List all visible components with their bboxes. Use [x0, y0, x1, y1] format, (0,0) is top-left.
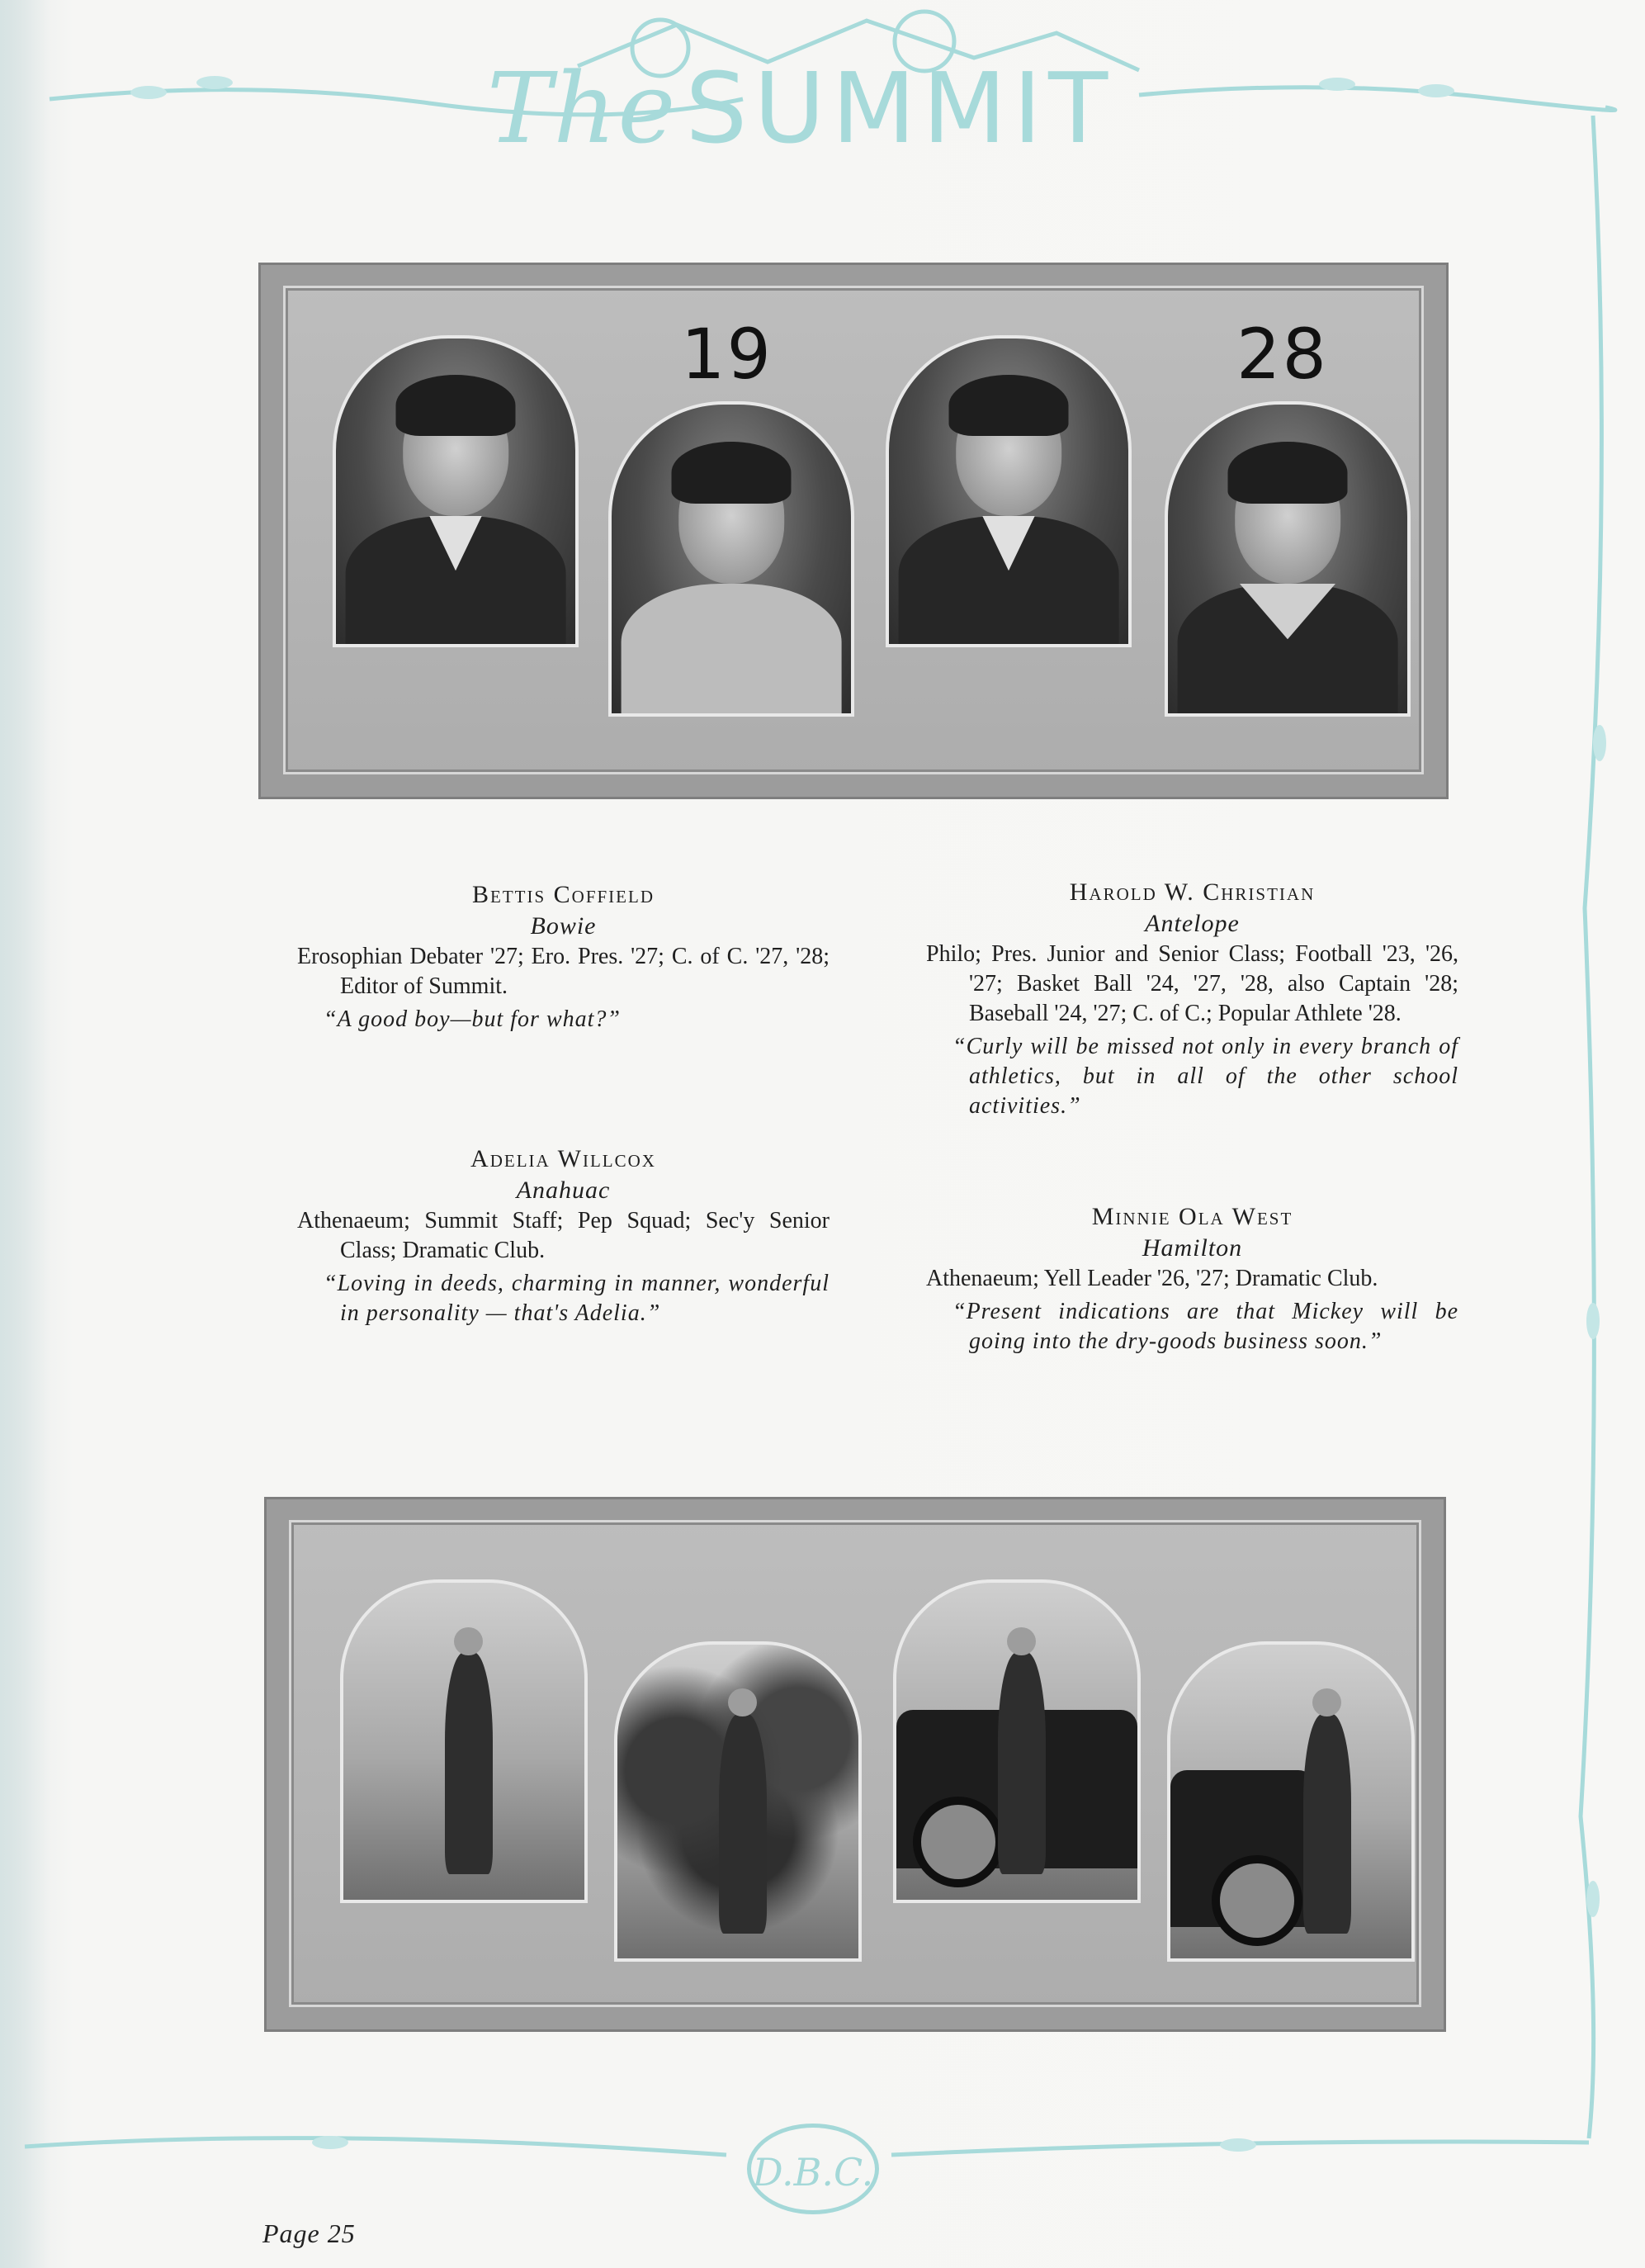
student-hometown: Hamilton [1142, 1234, 1243, 1262]
leaf [1586, 1881, 1600, 1917]
year-left: 19 [681, 314, 773, 395]
snapshot-woman-by-trees [614, 1641, 862, 1962]
student-hometown: Antelope [1145, 910, 1240, 937]
leaf [130, 86, 167, 99]
entry-adelia-willcox [297, 1143, 830, 1328]
student-name: Adelia Willcox [470, 1145, 656, 1172]
right-vine [1581, 116, 1601, 2138]
student-quote: “Present indications are that Mickey will be going into the dry-goods business soon.” [952, 1299, 1458, 1354]
leaf [1319, 78, 1355, 91]
student-hometown: Anahuac [516, 1177, 611, 1204]
student-activities: Erosophian Debater '27; Ero. Pres. '27; C. of C. '27, '28; Editor of Summit. [297, 944, 830, 999]
student-activities: Athenaeum; Summit Staff; Pep Squad; Sec'y Senior Class; Dramatic Club. [297, 1208, 830, 1263]
student-quote: “A good boy—but for what?” [324, 1006, 621, 1032]
entry-minnie-west [926, 1201, 1458, 1357]
portrait-panel [258, 263, 1449, 799]
portrait-adelia-willcox [608, 401, 854, 717]
student-name: Minnie Ola West [1091, 1203, 1293, 1230]
top-vine-right [1139, 88, 1615, 111]
snapshot-woman-by-car [1167, 1641, 1415, 1962]
student-quote: “Curly will be missed not only in every branch of athletics, but in all of the other school activities.” [952, 1034, 1458, 1119]
leaf [1418, 84, 1454, 97]
leaf [1586, 1303, 1600, 1339]
bottom-vine-left [25, 2138, 726, 2155]
entry-bettis-coffield [297, 879, 830, 1035]
dbc-logo: D.B.C. [747, 2124, 879, 2214]
student-quote: “Loving in deeds, charming in manner, wonderful in personality — that's Adelia.” [324, 1271, 830, 1326]
leaf [196, 76, 233, 89]
masthead-summit: SUMMIT [685, 51, 1115, 165]
portrait-harold-christian [886, 335, 1132, 647]
student-activities: Athenaeum; Yell Leader '26, '27; Dramatic Club. [926, 1266, 1378, 1291]
snapshot-man-on-car [893, 1579, 1141, 1903]
masthead-the: The [486, 51, 678, 165]
student-name: Bettis Coffield [471, 881, 655, 908]
leaf [1220, 2138, 1256, 2152]
portrait-bettis-coffield [333, 335, 579, 647]
portrait-minnie-west [1165, 401, 1411, 717]
snapshot-panel [264, 1497, 1446, 2032]
leaf [1593, 725, 1606, 761]
snapshot-man-by-building [340, 1579, 588, 1903]
page-number: Page 25 [262, 2218, 356, 2248]
entry-harold-christian [926, 877, 1458, 1121]
student-activities: Philo; Pres. Junior and Senior Class; Football '23, '26, '27; Basket Ball '24, '27, '28, also Captain '28; Baseball '24, '27; C. of C.; Popular Athlete '28. [926, 941, 1458, 1026]
masthead-title [396, 51, 1205, 175]
leaf [312, 2136, 348, 2149]
student-hometown: Bowie [530, 912, 597, 940]
year-right: 28 [1236, 314, 1328, 395]
student-name: Harold W. Christian [1069, 878, 1316, 906]
